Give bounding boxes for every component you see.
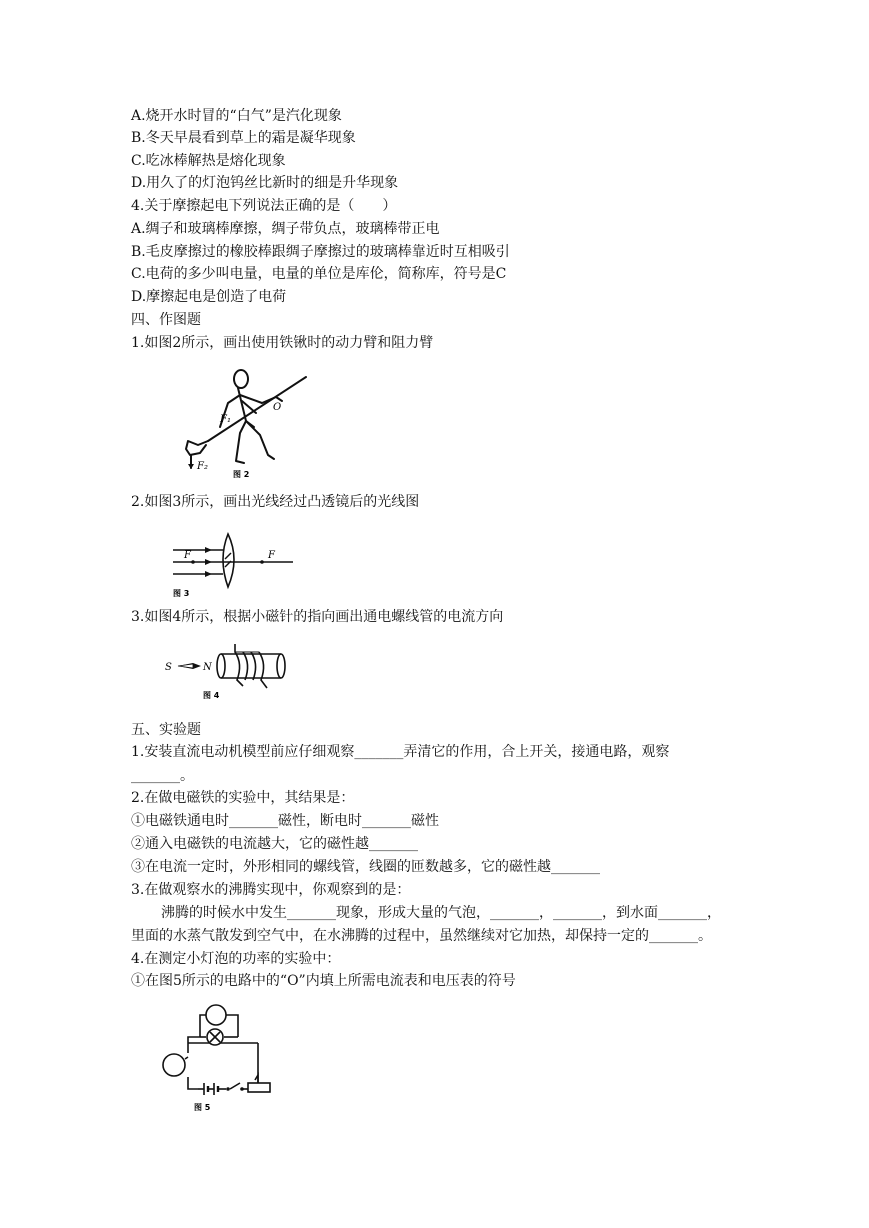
option-4b: B.毛皮摩擦过的橡胶棒跟绸子摩擦过的玻璃棒靠近时互相吸引 bbox=[131, 244, 510, 260]
figure-3-caption: 图 3 bbox=[173, 589, 190, 598]
label-s: S bbox=[165, 662, 172, 673]
label-f1: F₁ bbox=[220, 414, 231, 425]
option-3d: D.用久了的灯泡钨丝比新时的细是升华现象 bbox=[131, 175, 399, 191]
figure-3-lens bbox=[168, 529, 298, 599]
label-f2: F₂ bbox=[197, 461, 208, 472]
figure-4-caption: 图 4 bbox=[203, 691, 220, 700]
experiment-2-item-1: ①电磁铁通电时_______磁性，断电时_______磁性 bbox=[131, 813, 439, 829]
option-4d: D.摩擦起电是创造了电荷 bbox=[131, 289, 287, 305]
option-3c: C.吃冰棒解热是熔化现象 bbox=[131, 153, 286, 169]
section-heading-drawing: 四、作图题 bbox=[131, 312, 201, 328]
experiment-4-item-1: ①在图5所示的电路中的“O”内填上所需电流表和电压表的符号 bbox=[131, 973, 516, 989]
figure-4-solenoid bbox=[163, 638, 293, 700]
experiment-3-text-cont: 里面的水蒸气散发到空气中，在水沸腾的过程中，虽然继续对它加热，却保持一定的_______。 bbox=[131, 928, 712, 944]
question-4: 4.关于摩擦起电下列说法正确的是（ ） bbox=[131, 198, 397, 214]
experiment-question-2: 2.在做电磁铁的实验中，其结果是： bbox=[131, 790, 355, 806]
label-n: N bbox=[203, 662, 212, 673]
drawing-question-1: 1.如图2所示，画出使用铁锹时的动力臂和阻力臂 bbox=[131, 335, 434, 351]
experiment-question-3: 3.在做观察水的沸腾实现中，你观察到的是： bbox=[131, 882, 411, 898]
experiment-question-1: 1.安装直流电动机模型前应仔细观察_______弄清它的作用，合上开关，接通电路，观察 bbox=[131, 744, 670, 760]
experiment-question-1-cont: _______。 bbox=[131, 768, 194, 784]
section-heading-experiment: 五、实验题 bbox=[131, 722, 201, 738]
option-3b: B.冬天早晨看到草上的霜是凝华现象 bbox=[131, 130, 356, 146]
option-4a: A.绸子和玻璃棒摩擦，绸子带负点，玻璃棒带正电 bbox=[131, 221, 440, 237]
figure-5-caption: 图 5 bbox=[194, 1103, 211, 1112]
option-3a: A.烧开水时冒的“白气”是汽化现象 bbox=[131, 108, 342, 124]
label-focus-left: F bbox=[184, 550, 191, 561]
experiment-2-item-3: ③在电流一定时，外形相同的螺线管，线圈的匝数越多，它的磁性越_______ bbox=[131, 859, 600, 875]
drawing-question-3: 3.如图4所示，根据小磁针的指向画出通电螺线管的电流方向 bbox=[131, 609, 504, 625]
label-o: O bbox=[273, 402, 282, 413]
option-4c: C.电荷的多少叫电量，电量的单位是库伦，简称库，符号是C bbox=[131, 266, 507, 282]
experiment-2-item-2: ②通入电磁铁的电流越大，它的磁性越_______ bbox=[131, 836, 418, 852]
figure-2-caption: 图 2 bbox=[233, 470, 250, 479]
label-focus-right: F bbox=[268, 550, 275, 561]
figure-2-shovel bbox=[178, 363, 313, 481]
drawing-question-2: 2.如图3所示，画出光线经过凸透镜后的光线图 bbox=[131, 494, 420, 510]
figure-5-circuit bbox=[156, 1003, 276, 1115]
experiment-question-4: 4.在测定小灯泡的功率的实验中： bbox=[131, 951, 341, 967]
experiment-3-text: 沸腾的时候水中发生_______现象，形成大量的气泡，_______，_______，到水面_______， bbox=[161, 905, 721, 921]
